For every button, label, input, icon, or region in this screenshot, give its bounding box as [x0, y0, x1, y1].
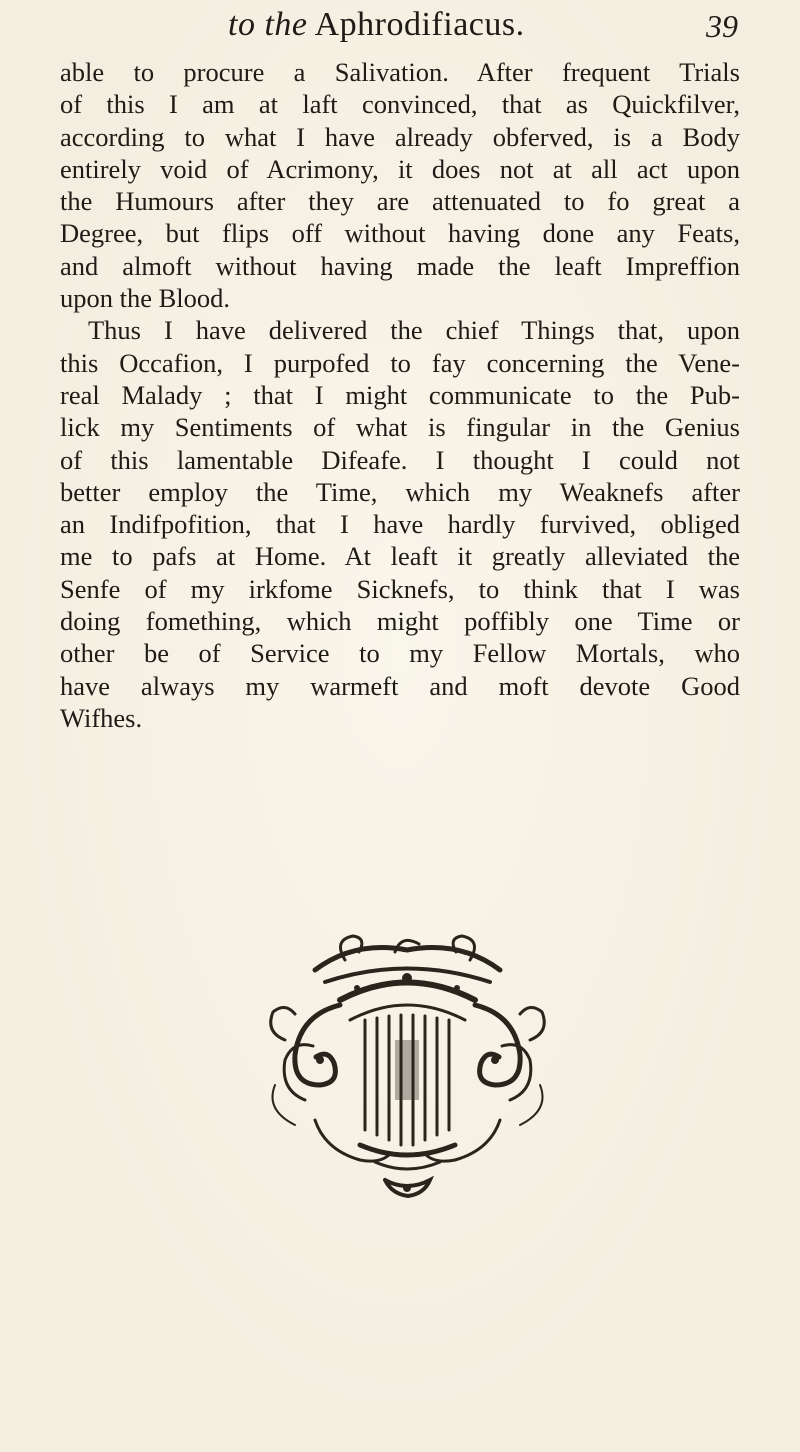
- running-title-italic: to the: [228, 6, 308, 43]
- text-line: Senfe of my irkfome Sicknefs, to think that I was: [60, 573, 740, 604]
- running-title: [228, 6, 525, 44]
- running-head: [60, 4, 750, 48]
- text-line: lick my Sentiments of what is fingular in the Genius: [60, 412, 740, 443]
- text-line: of this lamentable Difeafe. I thought I could not: [60, 444, 740, 475]
- text-line: Thus I have delivered the chief Things that, upon: [88, 315, 740, 346]
- text-line: real Malady ; that I might communicate to the Pub-: [60, 379, 740, 410]
- text-line: Degree, but flips off without having done any Feats,: [60, 218, 740, 249]
- text-line: of this I am at laft convinced, that as Quickfilver,: [60, 89, 740, 120]
- text-line: doing fomething, which might poffibly one Time or: [60, 606, 740, 637]
- running-title-roman: Aphrodifiacus.: [314, 6, 525, 43]
- text-line: other be of Service to my Fellow Mortals, who: [60, 638, 740, 669]
- tailpiece-ornament-icon: [245, 930, 570, 1210]
- text-line: upon the Blood.: [60, 283, 231, 314]
- text-line: according to what I have already obferved, is a Body: [60, 121, 740, 152]
- text-line: able to procure a Salivation. After frequent Trials: [60, 57, 740, 87]
- page-number: 39: [706, 8, 738, 44]
- text-line: have always my warmeft and moft devote Good: [60, 670, 740, 701]
- text-line: the Humours after they are attenuated to fo great a: [60, 186, 740, 217]
- text-line: and almoft without having made the leaft Impreffion: [60, 250, 740, 281]
- text-line: this Occafion, I purpofed to fay concerning the Vene-: [60, 347, 740, 378]
- text-line: entirely void of Acrimony, it does not at all act upon: [60, 153, 740, 184]
- text-line: me to pafs at Home. At leaft it greatly alleviated the: [60, 541, 740, 572]
- body-text: [60, 56, 740, 734]
- text-line: better employ the Time, which my Weaknefs after: [60, 476, 740, 507]
- text-line: Wifhes.: [60, 702, 143, 733]
- text-line: an Indifpofition, that I have hardly furvived, obliged: [60, 509, 740, 540]
